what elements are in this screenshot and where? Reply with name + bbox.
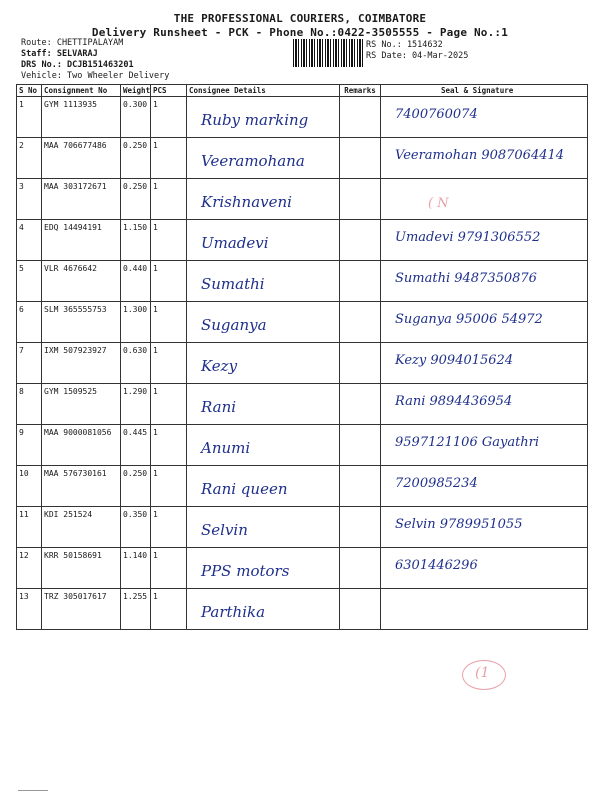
runsheet-subtitle: Delivery Runsheet - PCK - Phone No.:0422-3505555 - Page No.:1 (91, 26, 509, 39)
column-header-consignee: Consignee Details (187, 85, 340, 97)
column-header-signature: Seal & Signature (381, 85, 588, 97)
cell-weight: 1.140 (121, 548, 151, 589)
cell-signature (381, 302, 588, 343)
handwritten-signature: 9597121106 Gayathri (395, 435, 540, 450)
cell-weight: 0.445 (121, 425, 151, 466)
cell-consignee (187, 466, 340, 507)
cell-remarks (340, 589, 381, 630)
cell-sno: 7 (17, 343, 42, 384)
cell-pcs: 1 (151, 138, 187, 179)
table-row (17, 548, 588, 589)
table-row (17, 220, 588, 261)
cell-pcs: 1 (151, 466, 187, 507)
cell-signature (381, 507, 588, 548)
cell-remarks (340, 343, 381, 384)
cell-signature (381, 548, 588, 589)
cell-remarks (340, 302, 381, 343)
cell-remarks (340, 507, 381, 548)
cell-pcs: 1 (151, 343, 187, 384)
cell-signature (381, 179, 588, 220)
cell-pcs: 1 (151, 220, 187, 261)
cell-consignee (187, 384, 340, 425)
cell-signature (381, 261, 588, 302)
cell-remarks (340, 466, 381, 507)
cell-consignee (187, 261, 340, 302)
cell-weight: 0.250 (121, 138, 151, 179)
cell-pcs: 1 (151, 425, 187, 466)
table-row (17, 179, 588, 220)
runsheet-meta-right (366, 40, 468, 62)
cell-consignment: KDI 251524 (42, 507, 121, 548)
handwritten-signature: Suganya 95006 54972 (395, 312, 543, 327)
handwritten-name: Ruby marking (201, 111, 309, 129)
rs-number-text: RS No.: 1514632 (366, 40, 443, 50)
cell-sno: 12 (17, 548, 42, 589)
rs-date-text: RS Date: 04-Mar-2025 (366, 51, 469, 61)
table-header-row (17, 85, 588, 97)
handwritten-signature: 6301446296 (395, 558, 478, 573)
table-row (17, 384, 588, 425)
cell-consignment: EDQ 14494191 (42, 220, 121, 261)
cell-sno: 5 (17, 261, 42, 302)
handwritten-signature: Veeramohan 9087064414 (395, 148, 565, 163)
table-row (17, 425, 588, 466)
cell-signature (381, 97, 588, 138)
cell-consignment: KRR 50158691 (42, 548, 121, 589)
column-header-weight: Weight (121, 85, 151, 97)
table-row (17, 261, 588, 302)
page-divider (18, 790, 48, 791)
handwritten-name: Rani queen (201, 480, 288, 498)
table-row (17, 97, 588, 138)
handwritten-signature: Kezy 9094015624 (395, 353, 514, 368)
cell-consignee (187, 343, 340, 384)
runsheet-table (16, 84, 588, 630)
handwritten-name: Kezy (201, 357, 238, 375)
cell-pcs: 1 (151, 589, 187, 630)
cell-signature (381, 589, 588, 630)
barcode-icon (293, 39, 363, 67)
cell-signature (381, 384, 588, 425)
cell-weight: 0.350 (121, 507, 151, 548)
cell-signature (381, 138, 588, 179)
cell-remarks (340, 179, 381, 220)
handwritten-name: Veeramohana (201, 152, 305, 170)
handwritten-signature: Rani 9894436954 (395, 394, 513, 409)
cell-sno: 9 (17, 425, 42, 466)
handwritten-name: Anumi (201, 439, 251, 457)
cell-pcs: 1 (151, 261, 187, 302)
table-row (17, 302, 588, 343)
handwritten-signature: 7200985234 (395, 476, 478, 491)
cell-signature (381, 220, 588, 261)
cell-weight: 0.250 (121, 179, 151, 220)
cell-remarks (340, 138, 381, 179)
staff-text: Staff: SELVARAJ (21, 49, 98, 59)
cell-sno: 6 (17, 302, 42, 343)
cell-signature (381, 466, 588, 507)
cell-pcs: 1 (151, 179, 187, 220)
cell-remarks (340, 548, 381, 589)
cell-sno: 1 (17, 97, 42, 138)
cell-sno: 3 (17, 179, 42, 220)
cell-consignee (187, 179, 340, 220)
column-header-consignment: Consignment No (42, 85, 121, 97)
handwritten-name: Krishnaveni (201, 193, 292, 211)
pink-seal-icon: (1 (462, 660, 506, 690)
cell-consignee (187, 589, 340, 630)
handwritten-name: Sumathi (201, 275, 265, 293)
column-header-pcs: PCS (151, 85, 187, 97)
handwritten-name: Suganya (201, 316, 267, 334)
cell-consignee (187, 425, 340, 466)
cell-weight: 1.255 (121, 589, 151, 630)
company-title: THE PROFESSIONAL COURIERS, COIMBATORE (173, 12, 427, 25)
cell-signature (381, 343, 588, 384)
cell-pcs: 1 (151, 548, 187, 589)
table-row (17, 138, 588, 179)
handwritten-name: Selvin (201, 521, 248, 539)
cell-sno: 13 (17, 589, 42, 630)
cell-remarks (340, 97, 381, 138)
handwritten-name: Rani (201, 398, 237, 416)
handwritten-name: PPS motors (201, 562, 290, 580)
handwritten-name: Parthika (201, 603, 266, 621)
cell-consignment: GYM 1509525 (42, 384, 121, 425)
handwritten-signature: Selvin 9789951055 (395, 517, 523, 532)
cell-consignee (187, 548, 340, 589)
table-row (17, 343, 588, 384)
cell-weight: 0.440 (121, 261, 151, 302)
cell-consignment: IXM 507923927 (42, 343, 121, 384)
cell-consignee (187, 138, 340, 179)
cell-remarks (340, 425, 381, 466)
cell-pcs: 1 (151, 507, 187, 548)
cell-consignment: SLM 365555753 (42, 302, 121, 343)
table-row (17, 589, 588, 630)
table-row (17, 466, 588, 507)
drs-text: DRS No.: DCJB151463201 (21, 60, 134, 70)
cell-consignment: GYM 1113935 (42, 97, 121, 138)
cell-consignment: MAA 576730161 (42, 466, 121, 507)
cell-remarks (340, 384, 381, 425)
cell-consignment: MAA 9000081056 (42, 425, 121, 466)
route-text: Route: CHETTIPALAYAM (21, 38, 124, 48)
column-header-sno: S No (17, 85, 42, 97)
cell-consignment: VLR 4676642 (42, 261, 121, 302)
vehicle-text: Vehicle: Two Wheeler Delivery (21, 71, 170, 81)
cell-sno: 10 (17, 466, 42, 507)
cell-weight: 0.630 (121, 343, 151, 384)
cell-weight: 0.300 (121, 97, 151, 138)
cell-sno: 2 (17, 138, 42, 179)
cell-weight: 1.290 (121, 384, 151, 425)
cell-consignee (187, 97, 340, 138)
cell-consignee (187, 507, 340, 548)
handwritten-signature: 7400760074 (395, 107, 478, 122)
cell-pcs: 1 (151, 302, 187, 343)
handwritten-signature: Sumathi 9487350876 (395, 271, 537, 286)
cell-remarks (340, 220, 381, 261)
handwritten-name: Umadevi (201, 234, 269, 252)
cell-weight: 1.300 (121, 302, 151, 343)
cell-pcs: 1 (151, 384, 187, 425)
column-header-remarks: Remarks (340, 85, 381, 97)
cell-remarks (340, 261, 381, 302)
cell-sno: 11 (17, 507, 42, 548)
handwritten-signature: Umadevi 9791306552 (395, 230, 541, 245)
runsheet-meta-left (21, 38, 169, 82)
cell-sno: 4 (17, 220, 42, 261)
cell-consignment: MAA 303172671 (42, 179, 121, 220)
cell-sno: 8 (17, 384, 42, 425)
cell-signature (381, 425, 588, 466)
table-row (17, 507, 588, 548)
cell-consignment: MAA 706677486 (42, 138, 121, 179)
cell-weight: 0.250 (121, 466, 151, 507)
pink-stamp-mark: ( N (428, 196, 449, 211)
cell-consignee (187, 220, 340, 261)
cell-pcs: 1 (151, 97, 187, 138)
cell-consignee (187, 302, 340, 343)
cell-weight: 1.150 (121, 220, 151, 261)
cell-consignment: TRZ 305017617 (42, 589, 121, 630)
